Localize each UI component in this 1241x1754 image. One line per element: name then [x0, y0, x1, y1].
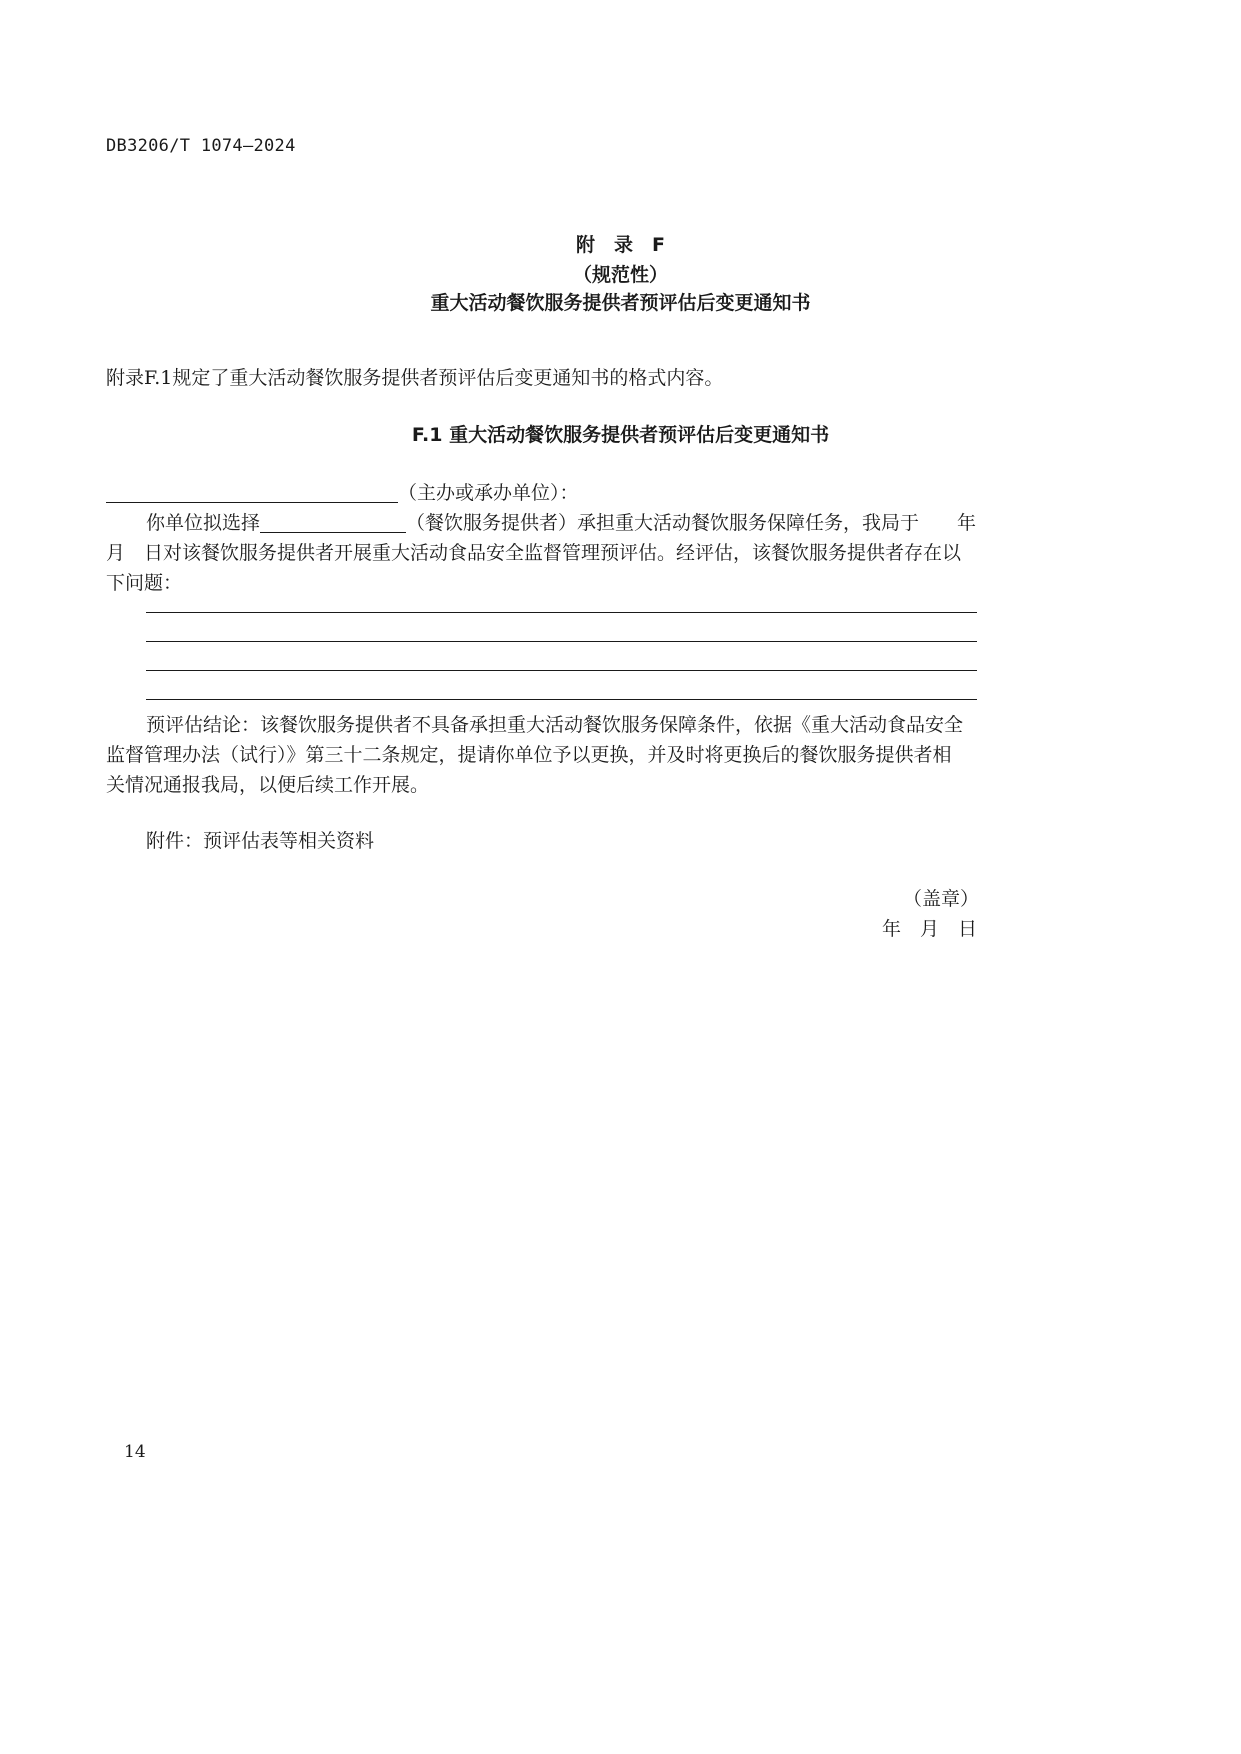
problem-line[interactable] — [146, 670, 977, 671]
section-title: F.1 重大活动餐饮服务提供者预评估后变更通知书 — [411, 424, 830, 446]
appendix-title: 重大活动餐饮服务提供者预评估后变更通知书 — [430, 292, 811, 314]
para1-mid: （餐饮服务提供者）承担重大活动餐饮服务保障任务，我局于 — [406, 512, 920, 534]
appendix-nature: （规范性） — [572, 264, 668, 286]
page-number: 14 — [124, 1442, 146, 1462]
para1-year: 年 — [957, 512, 977, 534]
addressee-suffix: （主办或承办单位）： — [398, 482, 579, 504]
paragraph-1-line-3: 下问题： — [106, 572, 183, 594]
conclusion-line-3: 关情况通报我局，以便后续工作开展。 — [106, 774, 430, 796]
appendix-label: 附 录 F — [576, 234, 665, 256]
provider-blank[interactable] — [260, 512, 406, 533]
paragraph-1-line-2: 月 日对该餐饮服务提供者开展重大活动食品安全监督管理预评估。经评估，该餐饮服务提供者存在以 — [106, 542, 962, 564]
problem-line[interactable] — [146, 612, 977, 613]
attachment-note: 附件：预评估表等相关资料 — [146, 830, 375, 852]
addressee-blank[interactable] — [106, 482, 398, 503]
paragraph-1-line-1 — [146, 508, 919, 535]
problem-line[interactable] — [146, 641, 977, 642]
problem-line[interactable] — [146, 699, 977, 700]
seal-label: （盖章） — [902, 888, 979, 910]
para1-prefix: 你单位拟选择 — [146, 512, 261, 534]
standard-number: DB3206/T 1074—2024 — [106, 136, 296, 156]
date-label: 年 月 日 — [881, 918, 977, 940]
intro-text: 附录F.1规定了重大活动餐饮服务提供者预评估后变更通知书的格式内容。 — [106, 367, 724, 389]
conclusion-line-2: 监督管理办法（试行）》第三十二条规定，提请你单位予以更换，并及时将更换后的餐饮服务提供者相 — [106, 744, 952, 766]
addressee-line — [106, 478, 579, 505]
conclusion-line-1: 预评估结论：该餐饮服务提供者不具备承担重大活动餐饮服务保障条件，依据《重大活动食品安全 — [146, 714, 964, 736]
